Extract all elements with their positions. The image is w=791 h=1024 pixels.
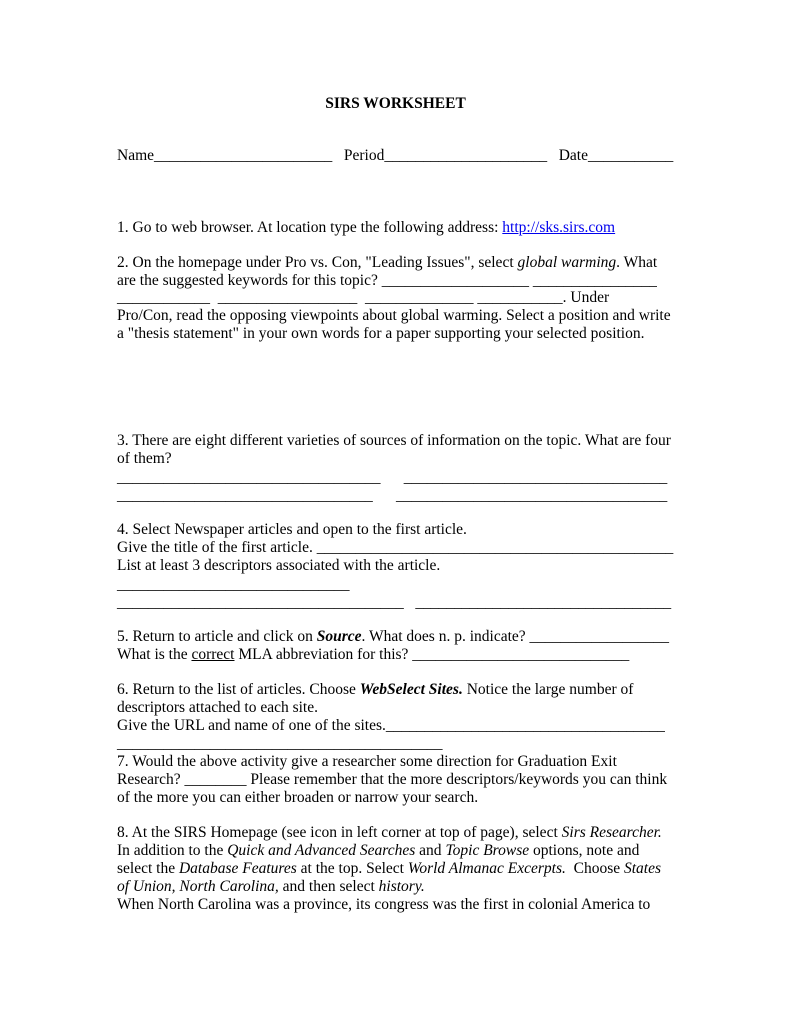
question-3-line-1: 3. There are eight different varieties of sources of information on the topic. What are four xyxy=(117,432,671,449)
question-2-line-5: a "thesis statement" in your own words for a paper supporting your selected position. xyxy=(117,325,645,342)
q8-text-a: 8. At the SIRS Homepage (see icon in left corner at top of page), select xyxy=(117,824,562,841)
question-4-line-2: Give the title of the first article. ______________________________________________ xyxy=(117,539,674,556)
q8-text-f: at the top. Select xyxy=(296,860,408,877)
q8-text-e: select the xyxy=(117,860,179,877)
q8-text-b: In addition to the xyxy=(117,842,228,859)
question-3-line-2: of them? xyxy=(117,450,172,467)
student-info-line: Name_______________________ Period_____________________ Date___________ xyxy=(117,147,674,164)
question-2-line-2: are the suggested keywords for this topic? ___________________ ________________ xyxy=(117,272,657,289)
question-3-answer-line-2: _________________________________ ___________________________________ xyxy=(117,487,668,504)
q5-text-a: 5. Return to article and click on xyxy=(117,628,317,645)
question-4-answer-line-1: ______________________________ xyxy=(117,576,350,593)
question-4-line-1: 4. Select Newspaper articles and open to the first article. xyxy=(117,521,467,538)
question-3-answer-line-1: __________________________________ __________________________________ xyxy=(117,469,668,486)
question-1 xyxy=(117,219,615,237)
q2-text-b: . What xyxy=(616,254,658,271)
question-2-line-3: ____________ __________________ ______________ ___________. Under xyxy=(117,289,610,306)
question-8-line-5: When North Carolina was a province, its congress was the first in colonial America to xyxy=(117,896,651,913)
question-6-answer-line: __________________________________________ xyxy=(117,735,443,752)
q2-text-a: 2. On the homepage under Pro vs. Con, "Leading Issues", select xyxy=(117,254,518,271)
question-8-line-1 xyxy=(117,824,662,842)
q8-emphasis-union-nc: of Union, North Carolina, xyxy=(117,878,279,895)
q6-text-a: 6. Return to the list of articles. Choose xyxy=(117,681,360,698)
q2-emphasis-global-warming: global warming xyxy=(517,254,617,271)
q6-text-b: Notice the large number of xyxy=(462,681,634,698)
q5-text-c: What is the xyxy=(117,646,192,663)
question-5-line-2 xyxy=(117,646,629,664)
question-4-line-3: List at least 3 descriptors associated with the article. xyxy=(117,557,441,574)
question-8-line-3 xyxy=(117,860,661,878)
question-4-answer-line-2: _____________________________________ _________________________________ xyxy=(117,594,672,611)
question-7-line-1: 7. Would the above activity give a researcher some direction for Graduation Exit xyxy=(117,753,617,770)
q5-text-d: MLA abbreviation for this? ____________________________ xyxy=(234,646,630,663)
question-5-line-1 xyxy=(117,628,669,646)
question-8-line-2 xyxy=(117,842,639,860)
q6-emphasis-webselect: WebSelect Sites. xyxy=(359,681,463,698)
question-7-line-2: Research? ________ Please remember that the more descriptors/keywords you can think xyxy=(117,771,668,788)
q8-emphasis-searches: Quick and Advanced Searches xyxy=(227,842,416,859)
q8-text-g: Choose xyxy=(565,860,624,877)
question-6-line-3: Give the URL and name of one of the sites.____________________________________ xyxy=(117,717,665,734)
q8-text-c: and xyxy=(415,842,446,859)
question-2-line-4: Pro/Con, read the opposing viewpoints about global warming. Select a position and write xyxy=(117,307,671,324)
q8-text-h: and then select xyxy=(278,878,379,895)
q8-emphasis-topic-browse: Topic Browse xyxy=(445,842,530,859)
q5-emphasis-source: Source xyxy=(316,628,362,645)
question-6-line-1 xyxy=(117,681,633,699)
q8-emphasis-almanac: World Almanac Excerpts. xyxy=(407,860,566,877)
q5-text-b: . What does n. p. indicate? __________________ xyxy=(361,628,670,645)
q8-emphasis-history: history. xyxy=(378,878,425,895)
question-1-text: 1. Go to web browser. At location type the following address: xyxy=(117,219,503,236)
q8-emphasis-states: States xyxy=(623,860,662,877)
worksheet-title: SIRS WORKSHEET xyxy=(325,95,466,112)
question-7-line-3: of the more you can either broaden or narrow your search. xyxy=(117,789,479,806)
q8-emphasis-database-features: Database Features xyxy=(178,860,297,877)
question-2-line-1 xyxy=(117,254,657,272)
question-8-line-4 xyxy=(117,878,425,896)
q8-text-d: options, note and xyxy=(529,842,640,859)
q8-emphasis-sirs-researcher: Sirs Researcher. xyxy=(561,824,662,841)
sirs-address-link[interactable]: http://sks.sirs.com xyxy=(502,219,616,236)
q5-underline-correct: correct xyxy=(191,646,235,663)
question-6-line-2: descriptors attached to each site. xyxy=(117,699,318,716)
